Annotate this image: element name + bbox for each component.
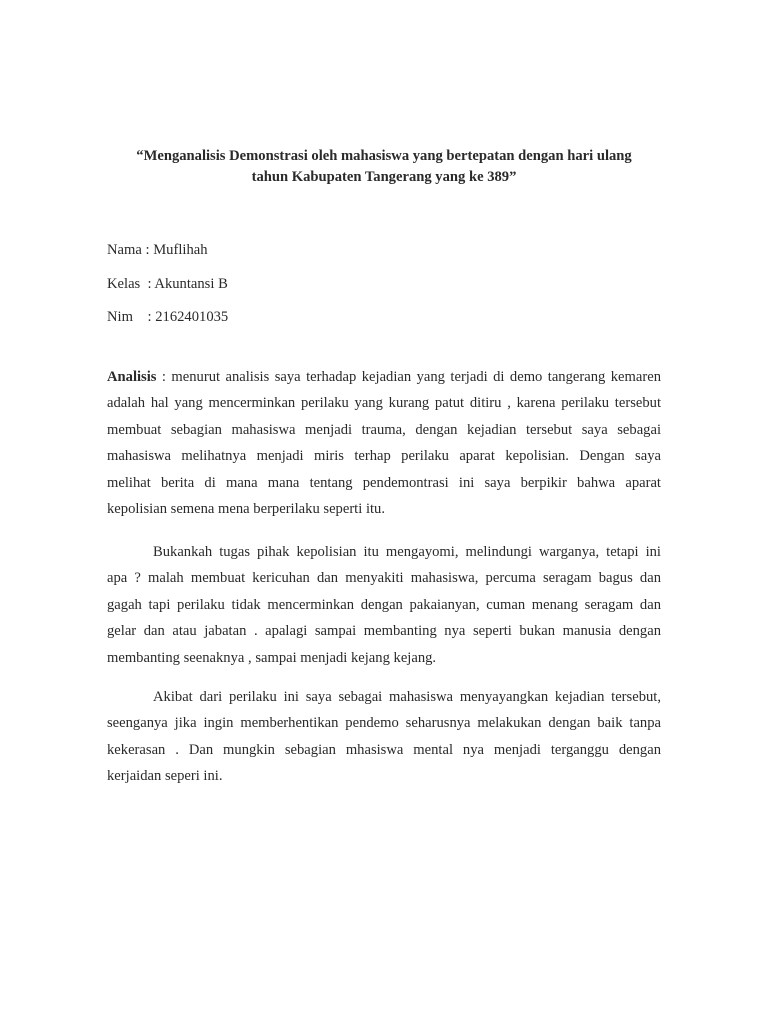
paragraph-line: membanting seenaknya , sampai menjadi kejang kejang. bbox=[107, 649, 437, 666]
paragraph-line: kerjaidan seperi ini. bbox=[107, 768, 223, 785]
paragraph-line: adalah hal yang mencerminkan perilaku yang kurang patut ditiru , karena perilaku tersebut bbox=[107, 395, 661, 412]
third-paragraph bbox=[107, 684, 661, 790]
paragraph-line-text: : menurut analisis saya terhadap kejadian yang terjadi di demo tangerang kemaren bbox=[156, 369, 661, 385]
paragraph-line: apa ? malah membuat kericuhan dan menyakiti mahasiswa, percuma seragam bagus dan bbox=[107, 570, 661, 587]
paragraph-line: membuat sebagian mahasiswa menjadi trauma, dengan kejadian tersebut saya sebagai bbox=[107, 421, 661, 438]
analysis-label: Analisis bbox=[107, 369, 157, 385]
analysis-paragraph bbox=[107, 364, 661, 522]
student-info bbox=[107, 234, 228, 335]
paragraph-line: Akibat dari perilaku ini saya sebagai mahasiswa menyayangkan kejadian tersebut, bbox=[153, 689, 661, 705]
paragraph-line: kepolisian semena mena berperilaku seperti itu. bbox=[107, 501, 385, 518]
paragraph-line bbox=[107, 364, 661, 390]
title-line: “Menganalisis Demonstrasi oleh mahasiswa yang bertepatan dengan hari ulang bbox=[136, 148, 632, 164]
paragraph-line: melihat berita di mana mana tentang pendemontrasi ini saya berpikir bahwa aparat bbox=[107, 474, 661, 491]
paragraph-line: mahasiswa melihatnya menjadi miris terhap perilaku aparat kepolisian. Dengan saya bbox=[107, 448, 661, 465]
second-paragraph bbox=[107, 539, 661, 671]
paragraph-line: kekerasan . Dan mungkin sebagian mhasiswa mental nya menjadi terganggu dengan bbox=[107, 741, 661, 758]
paragraph-line: Bukankah tugas pihak kepolisian itu mengayomi, melindungi warganya, tetapi ini bbox=[153, 544, 661, 560]
paragraph-line: seenganya jika ingin memberhentikan pendemo seharusnya melakukan dengan baik tanpa bbox=[107, 715, 661, 732]
student-class: Kelas : Akuntansi B bbox=[107, 275, 228, 292]
title-line: tahun Kabupaten Tangerang yang ke 389” bbox=[251, 169, 517, 185]
student-name: Nama : Muflihah bbox=[107, 242, 208, 258]
paragraph-line: gagah tapi perilaku tidak mencerminkan dengan pakaianyan, cuman menang seragam dan bbox=[107, 596, 661, 613]
student-id: Nim : 2162401035 bbox=[107, 309, 229, 325]
paragraph-line: gelar dan atau jabatan . apalagi sampai membanting nya seperti bukan manusia dengan bbox=[107, 623, 661, 640]
document-title bbox=[100, 146, 668, 188]
